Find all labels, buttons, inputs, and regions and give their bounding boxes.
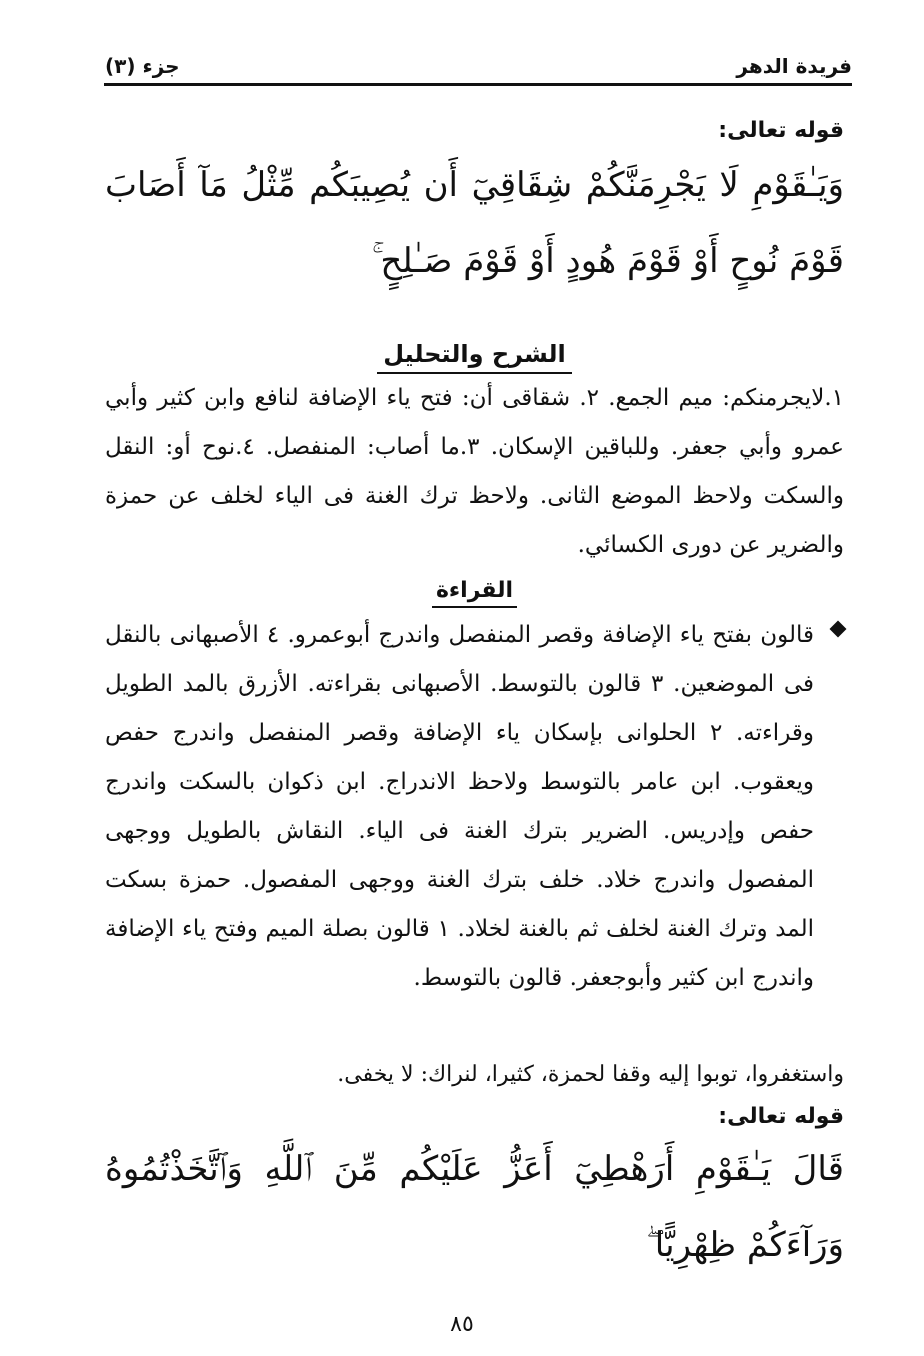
quran-verse: وَيَـٰقَوْمِ لَا يَجْرِمَنَّكُمْ شِقَاقِيٓ أَن يُصِيبَكُم مِّثْلُ مَآ أَصَابَ قَوْمَ نُوحٍ أَوْ قَوْمَ هُودٍ أَوْ قَوْمَ صَـٰلِحٍ ۚ [105,165,844,281]
verse-block-1 [105,118,844,299]
explanation-paragraph: ١.لايجرمنكم: ميم الجمع. ٢. شقاقى أن: فتح ياء الإضافة لنافع وابن كثير وأبي عمرو وأبي جعفر. وللباقين الإسكان. ٣.ما أصاب: المنفصل. ٤.نوح أو: النقل والسكت ولاحظ الموضع الثانى. ولاحظ ترك الغنة فى الياء لخلف عن حمزة والضرير عن دورى الكسائي. [105,385,844,558]
part-number: جزء (٣) [105,54,180,78]
readings-text: قالون بفتح ياء الإضافة وقصر المنفصل واندرج أبوعمرو. ٤ الأصبهانى بالنقل فى الموضعين. ٣ قالون بالتوسط. الأصبهانى بقراءته. الأزرق بالمد الطويل وقراءته. ٢ الحلوانى بإسكان ياء الإضافة وقصر المنفصل واندرج حفص ويعقوب. ابن عامر بالتوسط ولاحظ الاندراج. ابن ذكوان بالسكت واندرج حفص وإدريس. الضرير بترك الغنة فى الياء. النقاش بالطويل ووجهى المفصول واندرج خلاد. خلف بترك الغنة ووجهى المفصول. حمزة بسكت المد وترك الغنة لخلف ثم بالغنة لخلاد. ١ قالون بصلة الميم وفتح ياء الإضافة واندرج ابن كثير وأبوجعفر. قالون بالتوسط. [105,622,815,991]
note-line: واستغفروا، توبوا إليه وقفا لحمزة، كثيرا، لنراك: لا يخفى. [337,1062,844,1087]
book-title: فريدة الدهر [736,54,852,78]
bullet-diamond-icon [830,621,847,638]
readings-heading: القراءة [105,578,844,603]
page-number: ٨٥ [450,1312,474,1337]
header-divider [104,83,852,86]
quran-verse: قَالَ يَـٰقَوْمِ أَرَهْطِيٓ أَعَزُّ عَلَيْكُم مِّنَ ٱللَّهِ وَٱتَّخَذْتُمُوهُ وَرَآءَكُمْ ظِهْرِيًّا ۖ [105,1149,844,1265]
running-header [105,28,852,78]
verse-intro-label: قوله تعالى: [718,118,844,143]
section-heading: الشرح والتحليل [105,340,844,368]
verse-block-2 [105,1104,844,1283]
readings-section [105,578,844,1003]
verse-intro-label: قوله تعالى: [718,1104,844,1129]
explanation-section [105,340,844,570]
readings-paragraph [105,611,844,1003]
